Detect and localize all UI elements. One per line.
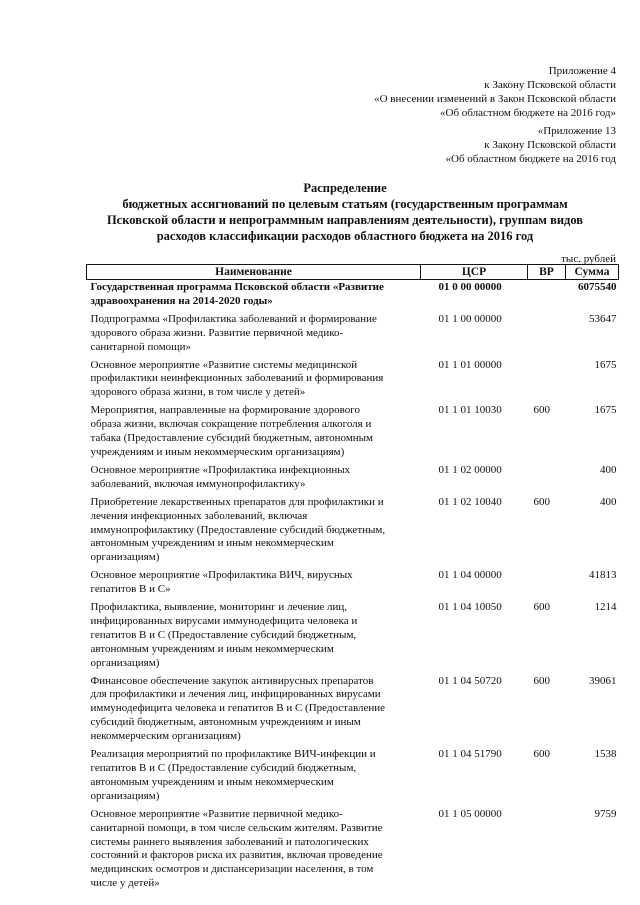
cell-name-line: для профилактики и лечения лиц, инфицированных вирусами	[90, 688, 381, 701]
cell-name-line: учреждениям и иным некоммерческим организациям)	[90, 445, 345, 458]
cell-name-line: медицинских осмотров и диспансеризации населения, в том	[90, 863, 374, 876]
cell-name	[87, 600, 421, 674]
cell-csr: 01 1 04 00000	[438, 569, 502, 582]
cell-name	[87, 312, 421, 358]
cell-sum: 1214	[594, 601, 617, 614]
annex-line: «О внесении изменений в Закон Псковской области	[374, 93, 616, 105]
header-vr: ВР	[528, 265, 566, 280]
table-row	[87, 312, 619, 358]
cell-csr: 01 1 01 00000	[438, 358, 502, 371]
cell-name	[87, 568, 421, 600]
cell-vr: 600	[533, 748, 550, 761]
cell-name-line: Основное мероприятие «Профилактика инфекционных	[90, 463, 351, 476]
cell-name	[87, 358, 421, 404]
cell-sum: 1675	[594, 358, 617, 371]
cell-csr: 01 1 04 51790	[438, 748, 502, 761]
cell-name-line: санитарной помощи, в том числе сельским жителям. Развитие	[90, 821, 383, 834]
cell-name-line: гепатитов В и С (Предоставление субсидий бюджетным,	[90, 628, 357, 641]
cell-vr	[528, 463, 566, 495]
header-csr: ЦСР	[421, 265, 528, 280]
cell-name-line: иммунодефицита человека и гепатитов В и С (Предоставление	[90, 702, 386, 715]
cell-name-line: автономным учреждениям и иным некоммерческим	[90, 775, 334, 788]
cell-vr: 600	[533, 601, 550, 614]
cell-name-line: автономным учреждениям и иным некоммерческим	[90, 537, 334, 550]
cell-name	[87, 403, 421, 463]
document-title	[70, 180, 620, 244]
cell-csr: 01 0 00 00000	[438, 281, 502, 293]
cell-vr	[528, 358, 566, 404]
cell-name-line: иммунопрофилактику (Предоставление субсидий бюджетным,	[90, 523, 386, 536]
cell-name	[87, 674, 421, 748]
cell-name-line: инфицированных вирусами иммунодефицита человека и	[90, 614, 358, 627]
title-line: Псковской области и непрограммным направлениям деятельности), группам видов	[106, 213, 584, 227]
cell-name-line: санитарной помощи»	[90, 340, 192, 353]
cell-name-line: гепатитов В и С (Предоставление субсидий бюджетным,	[90, 762, 357, 774]
cell-name	[87, 747, 421, 807]
cell-vr: 600	[533, 674, 550, 687]
cell-name-line: гепатитов В и С»	[90, 583, 171, 596]
table-row	[87, 568, 619, 600]
cell-vr: 600	[533, 495, 550, 508]
table-row	[87, 403, 619, 463]
cell-name-line: Финансовое обеспечение закупок антивирусных препаратов	[90, 674, 374, 687]
table-body	[87, 280, 619, 895]
cell-name	[87, 495, 421, 569]
cell-name-line: Основное мероприятие «Развитие системы медицинской	[90, 358, 358, 371]
cell-name-line: автономным учреждениям и иным некоммерческим	[90, 642, 334, 655]
cell-name-line: числе у детей»	[90, 877, 160, 890]
cell-name-line: здравоохранения на 2014-2020 годы»	[90, 294, 273, 307]
header-sum: Сумма	[566, 265, 619, 280]
cell-name-line: организациям)	[90, 789, 160, 802]
cell-sum: 9759	[594, 807, 617, 820]
table-row	[87, 358, 619, 404]
cell-csr: 01 1 02 00000	[438, 463, 502, 476]
cell-name-line: Основное мероприятие «Профилактика ВИЧ, вирусных	[90, 569, 353, 582]
cell-name	[87, 807, 421, 894]
units-label: тыс. рублей	[561, 253, 616, 265]
cell-name-line: Приобретение лекарственных препаратов для профилактики и	[90, 495, 384, 508]
cell-name-line: Подпрограмма «Профилактика заболеваний и формирование	[90, 312, 377, 325]
cell-csr: 01 1 01 10030	[438, 404, 502, 417]
cell-vr	[528, 312, 566, 358]
cell-name-line: лечения инфекционных заболеваний, включая	[90, 509, 308, 522]
cell-vr	[528, 807, 566, 894]
cell-sum: 6075540	[578, 281, 617, 293]
header-name: Наименование	[87, 265, 421, 280]
annex-original-header	[446, 124, 616, 166]
cell-name-line: некоммерческим организациям)	[90, 730, 241, 743]
annex-line: «Об областном бюджете на 2016 год	[445, 153, 616, 165]
cell-name-line: Государственная программа Псковской области «Развитие	[90, 281, 384, 293]
table-row	[87, 807, 619, 894]
cell-name-line: табака (Предоставление субсидий бюджетным, автономным	[90, 432, 374, 445]
title-line: бюджетных ассигнований по целевым статьям (государственным программам	[122, 197, 568, 211]
annex-line: «Приложение 13	[537, 125, 616, 137]
cell-sum: 41813	[589, 569, 617, 582]
cell-name-line: Мероприятия, направленные на формирование здорового	[90, 404, 360, 417]
cell-sum: 400	[600, 463, 617, 476]
cell-sum: 1675	[594, 404, 617, 417]
title-line: расходов классификации расходов областного бюджета на 2016 год	[156, 229, 534, 243]
cell-csr: 01 1 05 00000	[438, 807, 502, 820]
cell-name-line: заболеваний, включая иммунопрофилактику»	[90, 477, 306, 490]
table-row	[87, 747, 619, 807]
cell-sum: 1538	[594, 748, 617, 761]
table-row	[87, 280, 619, 312]
cell-name-line: профилактики неинфекционных заболеваний и формирования	[90, 372, 384, 385]
cell-name-line: Реализация мероприятий по профилактике ВИЧ-инфекции и	[90, 748, 376, 761]
cell-vr: 600	[533, 404, 550, 417]
cell-name-line: субсидий бюджетным, автономным учреждениям и иным	[90, 716, 361, 729]
cell-csr: 01 1 02 10040	[438, 495, 502, 508]
annex-line: к Закону Псковской области	[484, 139, 616, 151]
title-line: Распределение	[303, 181, 387, 195]
cell-name-line: здорового образа жизни, в том числе у детей»	[90, 386, 306, 399]
cell-name-line: организациям)	[90, 551, 160, 564]
cell-csr: 01 1 04 10050	[438, 601, 502, 614]
cell-name-line: Основное мероприятие «Развитие первичной медико-	[90, 807, 343, 820]
table-row	[87, 600, 619, 674]
cell-name-line: образа жизни, включая сокращение потребления алкоголя и	[90, 418, 372, 431]
cell-csr: 01 1 04 50720	[438, 674, 502, 687]
cell-sum: 39061	[589, 674, 617, 687]
cell-vr	[528, 280, 566, 312]
annex-current-header	[374, 64, 616, 120]
cell-csr: 01 1 00 00000	[438, 312, 502, 325]
cell-name-line: организациям)	[90, 656, 160, 669]
cell-sum: 53647	[589, 312, 617, 325]
cell-name	[87, 463, 421, 495]
cell-name-line: системы раннего выявления заболеваний и патологических	[90, 835, 369, 848]
cell-name-line: Профилактика, выявление, мониторинг и лечение лиц,	[90, 601, 348, 614]
budget-table	[86, 264, 619, 894]
cell-vr	[528, 568, 566, 600]
cell-name-line: здорового образа жизни. Развитие первичной медико-	[90, 326, 344, 339]
annex-line: «Об областном бюджете на 2016 год»	[440, 107, 616, 119]
cell-name	[87, 280, 421, 312]
table-row	[87, 674, 619, 748]
table-row	[87, 463, 619, 495]
cell-name-line: состояний и факторов риска их развития, включая проведение	[90, 849, 383, 862]
table-header-row	[87, 265, 619, 280]
annex-line: Приложение 4	[548, 65, 616, 77]
table-row	[87, 495, 619, 569]
cell-sum: 400	[600, 495, 617, 508]
annex-line: к Закону Псковской области	[484, 79, 616, 91]
